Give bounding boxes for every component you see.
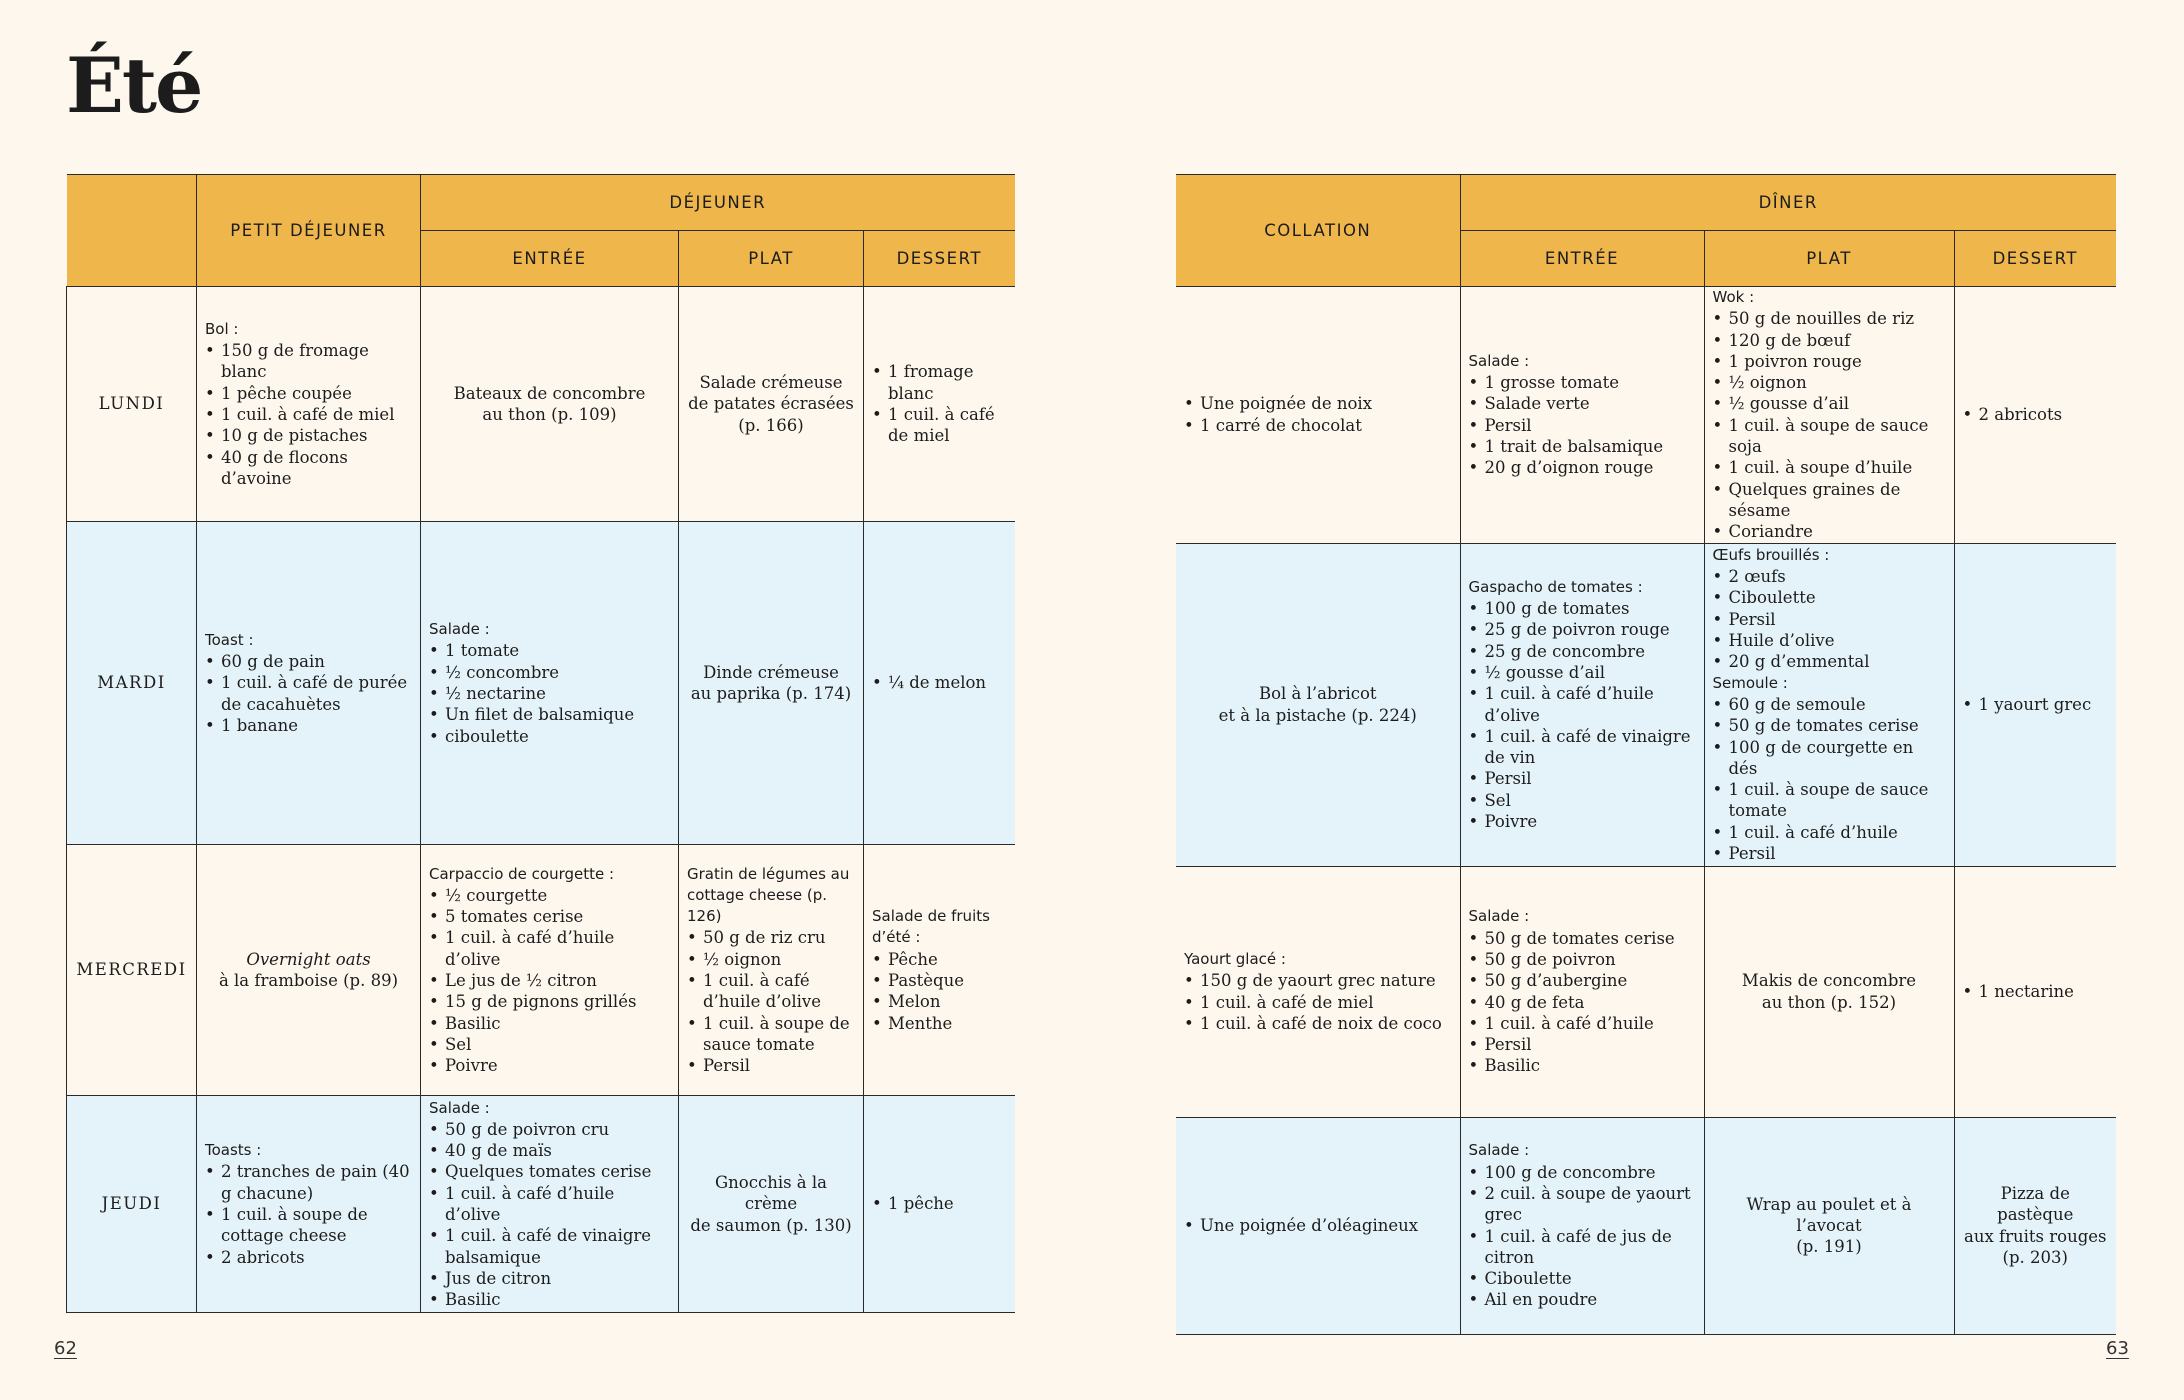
cell xyxy=(421,522,679,845)
list-item: • Pêche xyxy=(872,949,1007,970)
list-item: • Persil xyxy=(1713,843,1946,864)
cell-label: Salade de fruits d’été : xyxy=(872,907,990,947)
cell xyxy=(679,522,864,845)
cell xyxy=(1460,866,1704,1117)
cell-italic: Overnight oats xyxy=(246,949,371,969)
list-item: • 50 g de tomates cerise xyxy=(1713,715,1946,736)
list-item: • 1 cuil. à café de noix de coco xyxy=(1184,1013,1452,1034)
cell xyxy=(197,1096,421,1313)
list-item: • 1 cuil. à café d’huile d’olive xyxy=(687,970,855,1013)
cell xyxy=(421,287,679,522)
list-item: • Poivre xyxy=(1469,811,1696,832)
list-item: • Sel xyxy=(429,1034,670,1055)
list-item: • 1 cuil. à soupe de cottage cheese xyxy=(205,1204,412,1247)
cell xyxy=(1954,1117,2116,1334)
cell-text: Bol à l’abricot xyxy=(1258,684,1377,704)
cell xyxy=(864,1096,1015,1313)
item-list xyxy=(1469,598,1696,832)
list-item: • 1 cuil. à café de miel xyxy=(205,404,412,425)
list-item: • 15 g de pignons grillés xyxy=(429,991,670,1012)
right-meal-table xyxy=(1176,174,2116,1335)
list-item: • 1 cuil. à café de purée de cacahuètes xyxy=(205,672,412,715)
list-item: • 1 pêche coupée xyxy=(205,383,412,404)
header-dejeuner: DÉJEUNER xyxy=(421,175,1015,231)
table-row xyxy=(67,522,1015,845)
list-item: • ½ gousse d’ail xyxy=(1713,393,1946,414)
list-item: • 1 nectarine xyxy=(1963,981,2109,1002)
cell-label: Salade : xyxy=(429,1098,490,1117)
list-item: • 50 g de poivron cru xyxy=(429,1119,670,1140)
list-item: • 150 g de yaourt grec nature xyxy=(1184,970,1452,991)
cell-label: Wok : xyxy=(1712,288,1755,306)
item-list xyxy=(872,361,1007,446)
left-meal-table xyxy=(66,174,1015,1313)
day-label: JEUDI xyxy=(67,1096,197,1313)
item-list xyxy=(205,651,412,736)
list-item: • 1 cuil. à café de jus de citron xyxy=(1469,1226,1696,1269)
list-item: • 1 cuil. à café d’huile xyxy=(1469,1013,1696,1034)
cell-text: Wrap au poulet et à l’avocat xyxy=(1746,1194,1912,1235)
list-item: • 5 tomates cerise xyxy=(429,906,670,927)
table-row xyxy=(1176,866,2116,1117)
cell xyxy=(1704,287,1954,544)
list-item: • 1 cuil. à café d’huile d’olive xyxy=(429,927,670,970)
list-item: • Ail en poudre xyxy=(1469,1289,1696,1310)
cell xyxy=(1704,1117,1954,1334)
cell-label: Salade : xyxy=(1468,1141,1530,1160)
item-list xyxy=(1713,308,1946,542)
day-label: MERCREDI xyxy=(67,845,197,1096)
cell-text: et à la pistache (p. 224) xyxy=(1218,705,1417,725)
list-item: • 1 cuil. à soupe d’huile xyxy=(1713,457,1946,478)
list-item: • Une poignée d’oléagineux xyxy=(1184,1215,1452,1236)
cell xyxy=(1176,866,1460,1117)
cell xyxy=(1460,543,1704,866)
cell xyxy=(1460,1117,1704,1334)
list-item: • 25 g de poivron rouge xyxy=(1469,619,1696,640)
day-label: LUNDI xyxy=(67,287,197,522)
list-item: • 2 abricots xyxy=(205,1247,412,1268)
list-item: • Coriandre xyxy=(1713,521,1946,542)
list-item: • Quelques tomates cerise xyxy=(429,1161,670,1182)
list-item: • 1 cuil. à café d’huile d’olive xyxy=(1469,683,1696,726)
item-list xyxy=(872,1193,1007,1214)
cell xyxy=(197,287,421,522)
list-item: • 120 g de bœuf xyxy=(1713,330,1946,351)
item-list xyxy=(1963,404,2109,425)
list-item: • 1 poivron rouge xyxy=(1713,351,1946,372)
list-item: • 1 cuil. à soupe de sauce tomate xyxy=(687,1013,855,1056)
list-item: • 1 yaourt grec xyxy=(1963,694,2109,715)
list-item: • 60 g de pain xyxy=(205,651,412,672)
list-item: • 1 cuil. à soupe de sauce tomate xyxy=(1713,779,1946,822)
cell-text: (p. 191) xyxy=(1796,1237,1862,1257)
cell-label: Salade : xyxy=(1468,907,1530,926)
cell-text: Gnocchis à la crème xyxy=(714,1173,828,1214)
cell xyxy=(1176,1117,1460,1334)
cell-label: Salade : xyxy=(1468,351,1530,370)
list-item: • Ciboulette xyxy=(1713,587,1946,608)
list-item: • Basilic xyxy=(429,1013,670,1034)
cell-label: Bol : xyxy=(205,319,239,338)
cell xyxy=(679,845,864,1096)
cell-text: Makis de concombre xyxy=(1741,971,1917,991)
list-item: • 1 cuil. à café d’huile xyxy=(1713,822,1946,843)
item-list xyxy=(1469,928,1696,1077)
cell-text: à la framboise (p. 89) xyxy=(218,971,399,990)
list-item: • 1 grosse tomate xyxy=(1469,372,1696,393)
item-list xyxy=(872,672,1007,693)
list-item: • Sel xyxy=(1469,790,1696,811)
cell xyxy=(421,845,679,1096)
cell xyxy=(864,287,1015,522)
list-item: • 2 tranches de pain (40 g chacune) xyxy=(205,1161,412,1204)
cell xyxy=(864,845,1015,1096)
list-item: • 25 g de concombre xyxy=(1469,641,1696,662)
page-title: Été xyxy=(66,41,202,130)
list-item: • Persil xyxy=(1469,1034,1696,1055)
item-list xyxy=(1184,970,1452,1034)
item-list xyxy=(1469,372,1696,478)
list-item: • Pastèque xyxy=(872,970,1007,991)
item-list xyxy=(1713,694,1946,864)
list-item: • 2 abricots xyxy=(1963,404,2109,425)
cell-text: (p. 203) xyxy=(2002,1247,2068,1267)
table-row xyxy=(67,845,1015,1096)
cell xyxy=(679,1096,864,1313)
cell-text: aux fruits rouges xyxy=(1964,1226,2107,1246)
item-list xyxy=(872,949,1007,1034)
list-item: • 40 g de flocons d’avoine xyxy=(205,447,412,490)
item-list xyxy=(1713,566,1946,672)
list-item: • 20 g d’emmental xyxy=(1713,651,1946,672)
list-item: • 40 g de maïs xyxy=(429,1140,670,1161)
list-item: • 1 fromage blanc xyxy=(872,361,1007,404)
list-item: • 150 g de fromage blanc xyxy=(205,340,412,383)
item-list xyxy=(429,885,670,1077)
list-item: • Persil xyxy=(1469,415,1696,436)
list-item: • ½ gousse d’ail xyxy=(1469,662,1696,683)
item-list xyxy=(1469,1162,1696,1311)
cell-label: Salade : xyxy=(429,620,490,639)
page-number-right: 63 xyxy=(2106,1338,2129,1359)
header-entree: ENTRÉE xyxy=(421,231,679,287)
list-item: • 1 tomate xyxy=(429,640,670,661)
cell xyxy=(197,845,421,1096)
cell-label: Gaspacho de tomates : xyxy=(1468,577,1643,596)
list-item: • Le jus de ½ citron xyxy=(429,970,670,991)
header-plat: PLAT xyxy=(1704,231,1954,287)
table-row xyxy=(1176,287,2116,544)
cell-text: de saumon (p. 130) xyxy=(690,1215,852,1235)
list-item: • Poivre xyxy=(429,1055,670,1076)
cell-text: au thon (p. 109) xyxy=(482,405,617,424)
table-row xyxy=(67,287,1015,522)
cell-label: Œufs brouillés : xyxy=(1712,545,1830,564)
header-plat: PLAT xyxy=(679,231,864,287)
list-item: • 1 cuil. à café de miel xyxy=(1184,992,1452,1013)
header-dessert: DESSERT xyxy=(864,231,1015,287)
list-item: • 60 g de semoule xyxy=(1713,694,1946,715)
list-item: • 40 g de feta xyxy=(1469,992,1696,1013)
header-entree: ENTRÉE xyxy=(1460,231,1704,287)
cell xyxy=(1176,543,1460,866)
list-item: • ¼ de melon xyxy=(872,672,1007,693)
cell-label: Toast : xyxy=(205,630,254,649)
list-item: • ½ courgette xyxy=(429,885,670,906)
header-dessert: DESSERT xyxy=(1954,231,2116,287)
list-item: • Melon xyxy=(872,991,1007,1012)
cell-text: (p. 166) xyxy=(738,415,804,435)
cell xyxy=(421,1096,679,1313)
cell-label: Toasts : xyxy=(205,1141,262,1160)
list-item: • Ciboulette xyxy=(1469,1268,1696,1289)
item-list xyxy=(1963,694,2109,715)
cell xyxy=(1460,287,1704,544)
cell-text: Pizza de pastèque xyxy=(1997,1183,2074,1225)
table-row xyxy=(67,1096,1015,1313)
item-list xyxy=(205,1161,412,1267)
cell-text: Salade crémeuse xyxy=(699,373,843,393)
list-item: • Un filet de balsamique xyxy=(429,704,670,725)
list-item: • 50 g d’aubergine xyxy=(1469,970,1696,991)
list-item: • 1 pêche xyxy=(872,1193,1007,1214)
list-item: • Une poignée de noix xyxy=(1184,393,1452,414)
cell xyxy=(864,522,1015,845)
cell-text: au thon (p. 152) xyxy=(1761,992,1897,1012)
header-blank xyxy=(67,175,197,287)
cell-label: Semoule : xyxy=(1712,673,1788,692)
list-item: • 2 œufs xyxy=(1713,566,1946,587)
item-list xyxy=(1963,981,2109,1002)
cell-text: au paprika (p. 174) xyxy=(690,684,852,703)
list-item: • Persil xyxy=(1469,768,1696,789)
cell-label: Yaourt glacé : xyxy=(1184,949,1286,968)
list-item: • Basilic xyxy=(429,1289,670,1310)
header-diner: DÎNER xyxy=(1460,175,2116,231)
day-label: MARDI xyxy=(67,522,197,845)
cell xyxy=(1954,866,2116,1117)
list-item: • ciboulette xyxy=(429,726,670,747)
item-list xyxy=(429,640,670,746)
list-item: • 2 cuil. à soupe de yaourt grec xyxy=(1469,1183,1696,1226)
cell xyxy=(1176,287,1460,544)
list-item: • 1 carré de chocolat xyxy=(1184,415,1452,436)
page-number-left: 62 xyxy=(54,1338,77,1359)
list-item: • Basilic xyxy=(1469,1055,1696,1076)
cell-label: Gratin de légumes au cottage cheese (p. 126) xyxy=(687,864,850,926)
cell-text: Bateaux de concombre xyxy=(453,383,646,403)
list-item: • ½ oignon xyxy=(1713,372,1946,393)
cell-text: Dinde crémeuse xyxy=(703,662,839,682)
table-row xyxy=(1176,1117,2116,1334)
cell xyxy=(679,287,864,522)
item-list xyxy=(429,1119,670,1311)
cell xyxy=(197,522,421,845)
list-item: • 50 g de tomates cerise xyxy=(1469,928,1696,949)
cell-label: Carpaccio de courgette : xyxy=(429,864,615,883)
list-item: • Quelques graines de sésame xyxy=(1713,479,1946,522)
cell xyxy=(1954,543,2116,866)
list-item: • 1 cuil. à café de vinaigre de vin xyxy=(1469,726,1696,769)
cell-text: de patates écrasées xyxy=(688,394,854,414)
list-item: • 100 g de tomates xyxy=(1469,598,1696,619)
list-item: • 100 g de courgette en dés xyxy=(1713,737,1946,780)
list-item: • 100 g de concombre xyxy=(1469,1162,1696,1183)
list-item: • Persil xyxy=(687,1055,855,1076)
table-row xyxy=(1176,543,2116,866)
item-list xyxy=(687,927,855,1076)
list-item: • 50 g de poivron xyxy=(1469,949,1696,970)
list-item: • ½ nectarine xyxy=(429,683,670,704)
header-petit-dejeuner: PETIT DÉJEUNER xyxy=(197,175,421,287)
list-item: • 10 g de pistaches xyxy=(205,425,412,446)
item-list xyxy=(205,340,412,489)
header-collation: COLLATION xyxy=(1176,175,1460,287)
list-item: • 1 cuil. à soupe de sauce soja xyxy=(1713,415,1946,458)
list-item: • 1 banane xyxy=(205,715,412,736)
cell xyxy=(1954,287,2116,544)
list-item: • 1 cuil. à café d’huile d’olive xyxy=(429,1183,670,1226)
list-item: • Huile d’olive xyxy=(1713,630,1946,651)
item-list xyxy=(1184,393,1452,436)
list-item: • Salade verte xyxy=(1469,393,1696,414)
list-item: • Menthe xyxy=(872,1013,1007,1034)
list-item: • ½ concombre xyxy=(429,662,670,683)
list-item: • 20 g d’oignon rouge xyxy=(1469,457,1696,478)
list-item: • 50 g de nouilles de riz xyxy=(1713,308,1946,329)
list-item: • 1 cuil. à café de vinaigre balsamique xyxy=(429,1225,670,1268)
list-item: • 1 cuil. à café de miel xyxy=(872,404,1007,447)
cell xyxy=(1704,866,1954,1117)
cell xyxy=(1704,543,1954,866)
item-list xyxy=(1184,1215,1452,1236)
list-item: • 1 trait de balsamique xyxy=(1469,436,1696,457)
list-item: • Jus de citron xyxy=(429,1268,670,1289)
list-item: • ½ oignon xyxy=(687,949,855,970)
list-item: • Persil xyxy=(1713,609,1946,630)
list-item: • 50 g de riz cru xyxy=(687,927,855,948)
